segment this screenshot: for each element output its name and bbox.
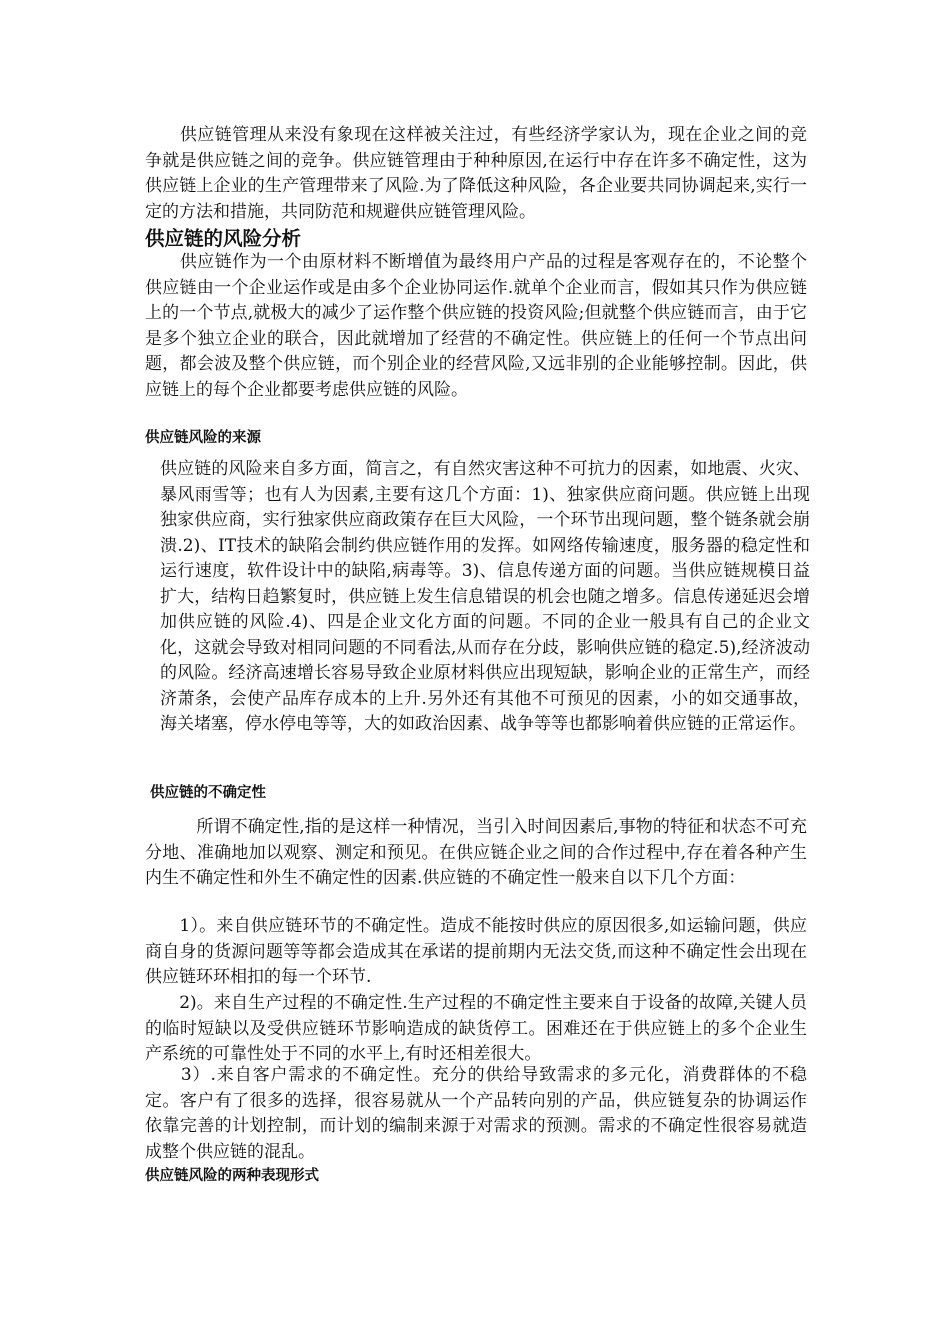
uncertainty-item-1: 1）。来自供应链环节的不确定性。造成不能按时供应的原因很多,如运输问题，供应商自身的货源问题等等都会造成其在承诺的提前期内无法交货,而这种不确定性会出现在供应链环环相扣的每一个环节.	[145, 916, 807, 987]
section-heading-risk-analysis: 供应链的风险分析	[145, 227, 302, 250]
intro-paragraph: 供应链管理从来没有象现在这样被关注过，有些经济学家认为，现在企业之间的竞争就是供应链之间的竞争。供应链管理由于种种原因,在运行中存在许多不确定性，这为供应链上企业的生产管理带来了风险.为了降低这种风险，各企业要共同协调起来,实行一定的方法和措施，共同防范和规避供应链管理风险。	[145, 125, 807, 222]
risk-analysis-paragraph: 供应链作为一个由原材料不断增值为最终用户产品的过程是客观存在的，不论整个供应链由一个企业运作或是由多个企业协同运作.就单个企业而言，假如其只作为供应链上的一个节点,就极大的减少了运作整个供应链的投资风险;但就整个供应链而言，由于它是多个独立企业的联合，因此就增加了经营的不确定性。供应链上的任何一个节点出问题，都会波及整个供应链，而个别企业的经营风险,又远非别的企业能够控制。因此，供应链上的每个企业都要考虑供应链的风险。	[145, 252, 807, 400]
risk-sources-paragraph: 供应链的风险来自多方面，简言之，有自然灾害这种不可抗力的因素，如地震、火灾、暴风雨雪等；也有人为因素,主要有这几个方面：1)、独家供应商问题。供应链上出现独家供应商，实行独家供应商政策存在巨大风险，一个环节出现问题，整个链条就会崩溃.2)、IT技术的缺陷会制约供应链作用的发挥。如网络传输速度，服务器的稳定性和运行速度，软件设计中的缺陷,病毒等。3)、信息传递方面的问题。当供应链规模日益扩大，结构日趋繁复时，供应链上发生信息错误的机会也随之增多。信息传递延迟会增加供应链的风险.4)、四是企业文化方面的问题。不同的企业一般具有自己的企业文化，这就会导致对相同问题的不同看法,从而存在分歧，影响供应链的稳定.5),经济波动的风险。经济高速增长容易导致企业原材料供应出现短缺，影响企业的正常生产，而经济萧条，会使产品库存成本的上升.另外还有其他不可预见的因素，小的如交通事故，海关堵塞，停水停电等等，大的如政治因素、战争等等也都影响着供应链的正常运作。	[160, 459, 810, 734]
subheading-risk-forms: 供应链风险的两种表现形式	[145, 1168, 319, 1184]
uncertainty-item-2: 2)。来自生产过程的不确定性.生产过程的不确定性主要来自于设备的故障,关键人员的临时短缺以及受供应链环节影响造成的缺货停工。困难还在于供应链上的多个企业生产系统的可靠性处于不同的水平上,有时还相差很大。	[145, 993, 807, 1064]
uncertainty-item-3: 3）.来自客户需求的不确定性。充分的供给导致需求的多元化，消费群体的不稳定。客户有了很多的选择，很容易就从一个产品转向别的产品，供应链复杂的协调运作依靠完善的计划控制，而计划的编制来源于对需求的预测。需求的不确定性很容易就造成整个供应链的混乱。	[145, 1065, 807, 1162]
subheading-risk-sources: 供应链风险的来源	[145, 430, 261, 446]
uncertainty-intro-paragraph: 所谓不确定性,指的是这样一种情况，当引入时间因素后,事物的特征和状态不可充分地、准确地加以观察、测定和预见。在供应链企业之间的合作过程中,存在着各种产生内生不确定性和外生不确定性的因素.供应链的不确定性一般来自以下几个方面：	[145, 817, 807, 888]
subheading-uncertainty: 供应链的不确定性	[150, 785, 266, 801]
